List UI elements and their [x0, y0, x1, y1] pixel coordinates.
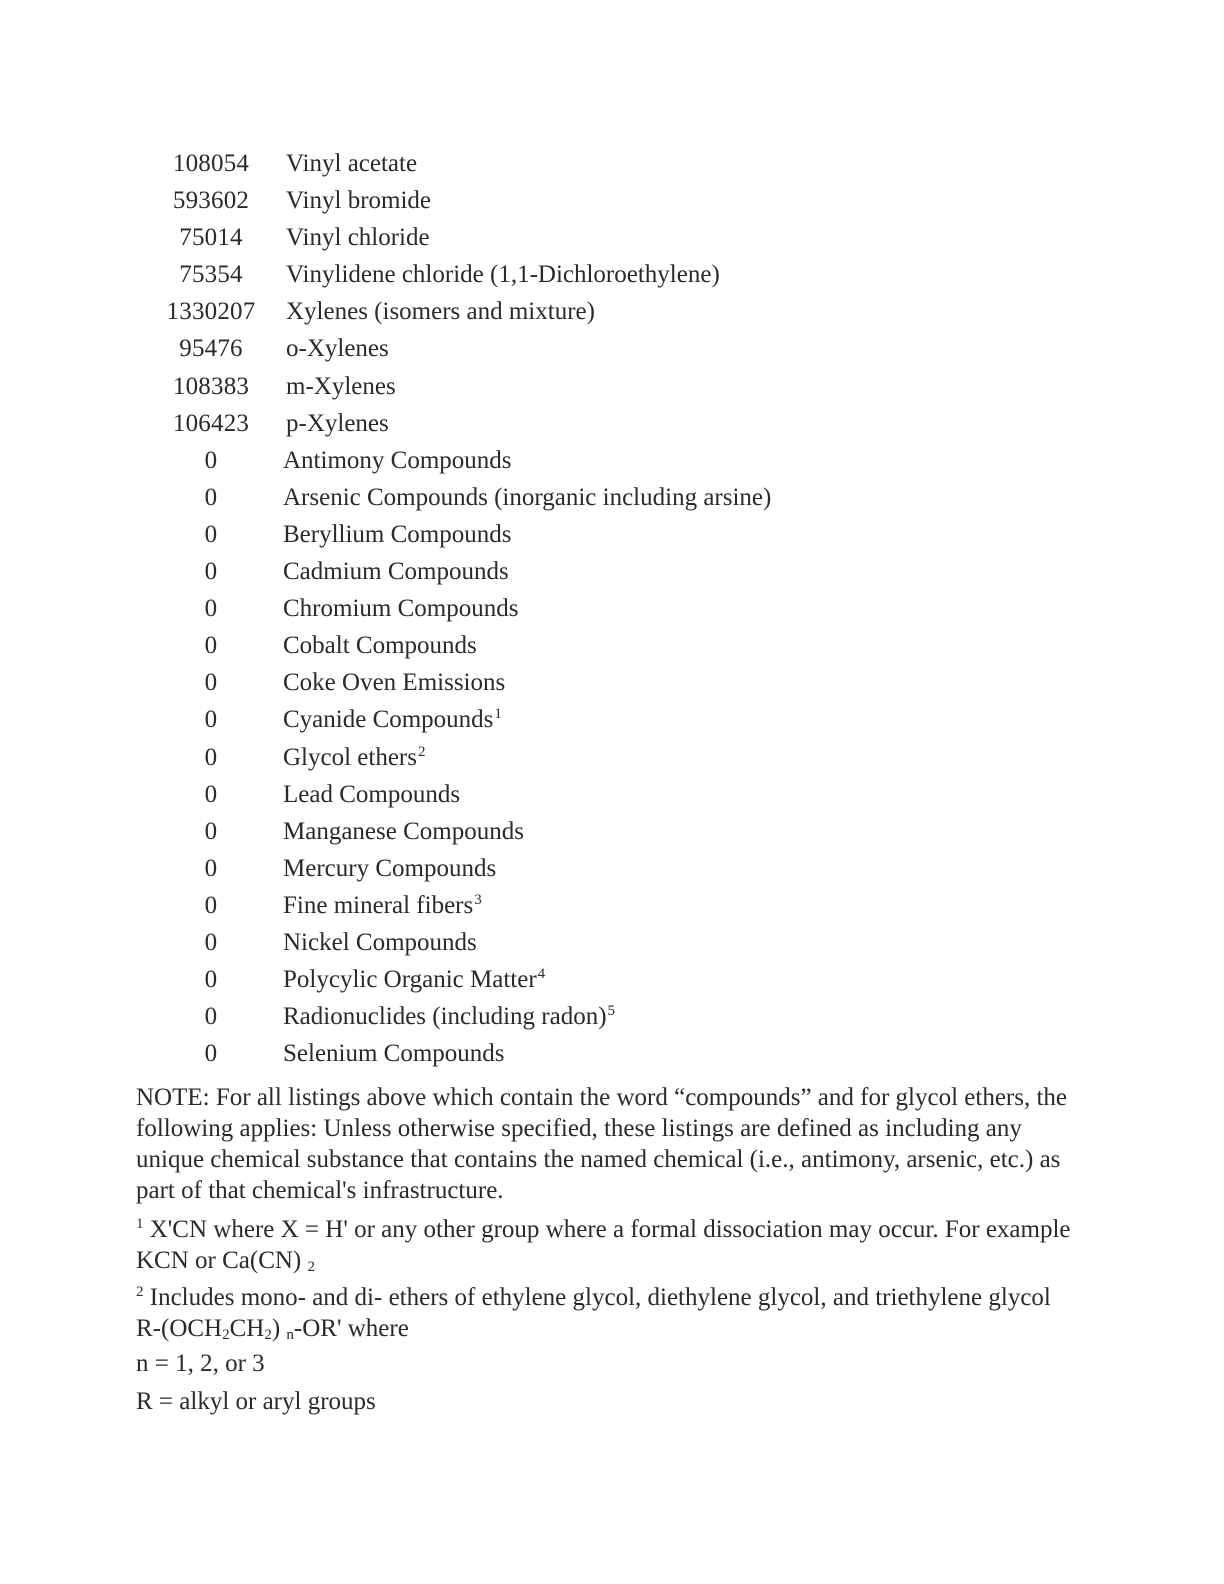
cas-number: 0 [204, 706, 218, 734]
chemical-name: Cobalt Compounds [283, 632, 477, 660]
chemical-name: Vinyl bromide [286, 187, 432, 215]
list-item [0, 330, 1224, 367]
list-item [0, 516, 1224, 553]
list-item [0, 739, 1224, 776]
list-item [0, 405, 1224, 442]
list-item [0, 219, 1224, 256]
footnote-marker: 2 [417, 743, 426, 760]
list-item [0, 776, 1224, 813]
list-item [0, 924, 1224, 961]
footnote-marker: 3 [474, 891, 482, 908]
list-item [0, 442, 1224, 479]
cas-number: 108383 [172, 372, 250, 400]
chemical-name: m-Xylenes [286, 372, 396, 400]
chemical-name: Coke Oven Emissions [283, 669, 506, 697]
chemical-name: Mercury Compounds [283, 854, 497, 882]
cas-number: 593602 [172, 187, 250, 215]
list-item [0, 850, 1224, 887]
note-block [136, 1082, 1076, 1206]
footnote-number: 2 [136, 1284, 144, 1300]
chemical-name: Nickel Compounds [283, 928, 477, 956]
list-item [0, 368, 1224, 405]
footnote-1 [136, 1214, 1076, 1276]
footnote-1-text: $^1$ X'CN where X = H' or any other group where a formal dissociation may occur. For example KCN or Ca(CN) $_2$ [136, 1216, 1071, 1275]
cas-number: 108054 [172, 150, 250, 177]
chemical-name: Vinyl chloride [286, 224, 430, 252]
definition-r-text: R = alkyl or aryl groups [136, 1388, 376, 1415]
footnote-marker: 4 [537, 966, 546, 983]
cas-number: 75014 [179, 224, 243, 252]
list-item [0, 479, 1224, 516]
footnote-2-text: $^2$ Includes mono- and di- ethers of ethylene glycol, diethylene glycol, and triethylene glycol $R-(OCH_2CH_2)$ $_n$-OR' where [136, 1284, 1051, 1343]
chemical-name [283, 961, 545, 998]
footnote-marker: 1 [494, 706, 502, 723]
cas-number: 0 [204, 891, 218, 919]
definition-n-text: n = 1, 2, or 3 [136, 1350, 265, 1377]
chemical-name-text: Glycol ethers [283, 743, 417, 771]
chemical-name: Antimony Compounds [283, 446, 512, 474]
list-item [0, 701, 1224, 738]
chemical-name-text: Cyanide Compounds [283, 706, 494, 734]
chemical-list [0, 145, 1224, 1072]
chemical-name [283, 998, 615, 1035]
chemical-name: Vinyl acetate [286, 150, 418, 177]
chemical-name [283, 887, 482, 924]
cas-number: 0 [204, 1040, 218, 1068]
footnote-number: 1 [136, 1216, 144, 1232]
chemical-name: Beryllium Compounds [283, 520, 512, 548]
list-item [0, 1035, 1224, 1072]
list-item [0, 813, 1224, 850]
cas-number: 0 [204, 780, 218, 808]
chemical-name-text: Radionuclides (including radon) [283, 1003, 607, 1031]
chemical-name: Manganese Compounds [283, 817, 524, 845]
cas-number: 106423 [172, 409, 250, 437]
list-item [0, 590, 1224, 627]
list-item [0, 553, 1224, 590]
cas-number: 0 [204, 595, 218, 623]
footnote-marker: 5 [607, 1003, 616, 1020]
note-paragraph: NOTE: For all listings above which contain the word “compounds” and for glycol ethers, the following applies: Unless otherwise specified, these listings are defined as including any unique chemical substance that contains the named chemical (i.e., antimony, arsenic, etc.) as part of that chemical's infrastructure. [136, 1084, 1068, 1204]
list-item [0, 664, 1224, 701]
cas-number: 0 [204, 1003, 218, 1031]
cas-number: 0 [204, 743, 218, 771]
cas-number: 1330207 [166, 298, 256, 326]
chemical-name: Vinylidene chloride (1,1-Dichloroethylene) [286, 261, 720, 289]
cas-number: 0 [204, 558, 218, 586]
cas-number: 0 [204, 669, 218, 697]
definition-n [136, 1348, 1076, 1379]
cas-number: 0 [204, 446, 218, 474]
cas-number: 95476 [179, 335, 243, 363]
list-item [0, 145, 1224, 182]
list-item [0, 887, 1224, 924]
chemical-name: Arsenic Compounds (inorganic including arsine) [283, 483, 772, 511]
list-item [0, 627, 1224, 664]
cas-number: 0 [204, 966, 218, 994]
chemical-name: p-Xylenes [286, 409, 389, 437]
cas-number: 0 [204, 817, 218, 845]
cas-number: 0 [204, 854, 218, 882]
chemical-name-text: Polycylic Organic Matter [283, 966, 537, 994]
cas-number: 75354 [179, 261, 243, 289]
cas-number: 0 [204, 928, 218, 956]
chemical-name [283, 739, 425, 776]
list-item [0, 998, 1224, 1035]
definition-r [136, 1386, 1076, 1417]
cas-number: 0 [204, 632, 218, 660]
list-item [0, 256, 1224, 293]
footnote-2 [136, 1282, 1076, 1344]
chemical-name: o-Xylenes [286, 335, 389, 363]
chemical-name: Chromium Compounds [283, 595, 519, 623]
chemical-name: Xylenes (isomers and mixture) [286, 298, 595, 326]
chemical-name: Cadmium Compounds [283, 558, 509, 586]
list-item [0, 961, 1224, 998]
chemical-name-text: Fine mineral fibers [283, 891, 474, 919]
chemical-name: Lead Compounds [283, 780, 461, 808]
chemical-name [283, 701, 502, 738]
list-item [0, 293, 1224, 330]
list-item [0, 182, 1224, 219]
cas-number: 0 [204, 483, 218, 511]
cas-number: 0 [204, 520, 218, 548]
chemical-name: Selenium Compounds [283, 1040, 505, 1068]
